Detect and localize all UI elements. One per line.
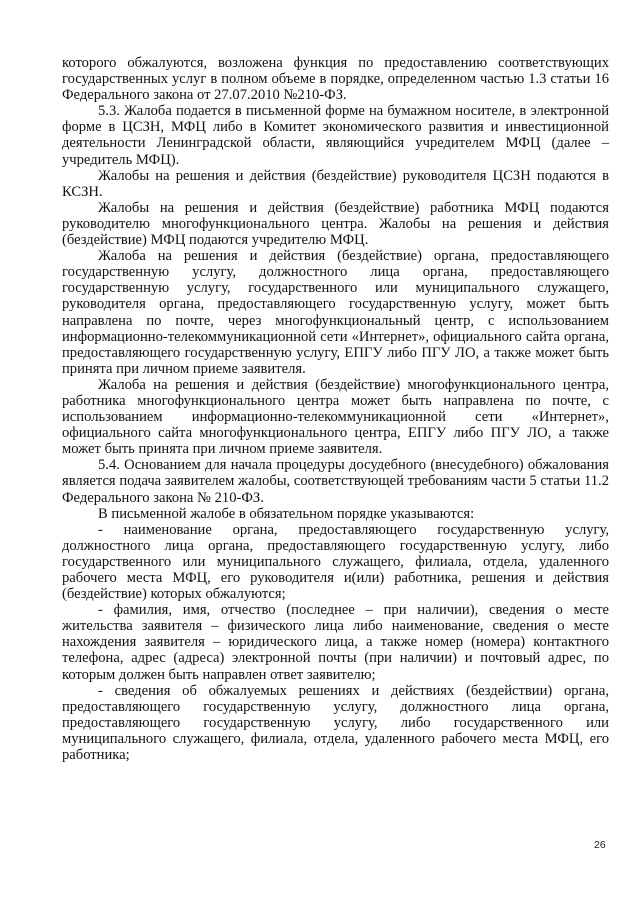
list-item: - фамилия, имя, отчество (последнее – при наличии), сведения о месте жительства заявителя – физического лица либо наименование, сведения о месте нахождения заявителя – юридического лица, а также номер (номера) контактного телефона, адрес (адреса) электронной почты (при наличии) и почтовый адрес, по которым должен быть направлен ответ заявителю; — [62, 602, 609, 683]
document-body — [62, 55, 609, 763]
paragraph: 5.4. Основанием для начала процедуры досудебного (внесудебного) обжалования является подача заявителем жалобы, соответствующей требованиям части 5 статьи 11.2 Федерального закона № 210-ФЗ. — [62, 457, 609, 506]
list-item: - наименование органа, предоставляющего государственную услугу, должностного лица органа, предоставляющего государственную услугу, либо государственного или муниципального служащего, филиала, отдела, удаленного рабочего места МФЦ, его руководителя и(или) работника, решения и действия (бездействие) которых обжалуются; — [62, 521, 609, 603]
paragraph: Жалоба на решения и действия (бездействие) органа, предоставляющего государственную услугу, должностного лица органа, предоставляющего государственную услугу, государственного или муниципального служащего, руководителя органа, предоставляющего государственную услугу, может быть направлена по почте, через многофункциональный центр, с использованием информационно-телекоммуникационной сети «Интернет», официального сайта органа, предоставляющего государственную услугу, ЕПГУ либо ПГУ ЛО, а также может быть принята при личном приеме заявителя. — [62, 248, 609, 377]
paragraph: которого обжалуются, возложена функция по предоставлению соответствующих государственных услуг в полном объеме в порядке, определенном частью 1.3 статьи 16 Федерального закона от 27.07.2010 №210-ФЗ. — [62, 55, 609, 104]
paragraph: Жалоба на решения и действия (бездействие) многофункционального центра, работника многофункционального центра может быть направлена по почте, с использованием информационно-телекоммуникационной сети «Интернет», официального сайта многофункционального центра, ЕПГУ либо ПГУ ЛО, а также может быть принята при личном приеме заявителя. — [62, 376, 609, 458]
paragraph: 5.3. Жалоба подается в письменной форме на бумажном носителе, в электронной форме в ЦСЗН, МФЦ либо в Комитет экономического развития и инвестиционной деятельности Ленинградской области, являющийся учредителем МФЦ (далее – учредитель МФЦ). — [62, 103, 609, 168]
paragraph: Жалобы на решения и действия (бездействие) руководителя ЦСЗН подаются в КСЗН. — [62, 167, 609, 200]
list-item: - сведения об обжалуемых решениях и действиях (бездействии) органа, предоставляющего государственную услугу, должностного лица органа, предоставляющего государственную услугу, либо государственного или муниципального служащего, филиала, отдела, удаленного рабочего места МФЦ, его работника; — [62, 682, 609, 764]
paragraph: Жалобы на решения и действия (бездействие) работника МФЦ подаются руководителю многофункционального центра. Жалобы на решения и действия (бездействие) МФЦ подаются учредителю МФЦ. — [62, 199, 609, 249]
paragraph: В письменной жалобе в обязательном порядке указываются: — [98, 505, 475, 522]
page-number: 26 — [594, 839, 606, 851]
